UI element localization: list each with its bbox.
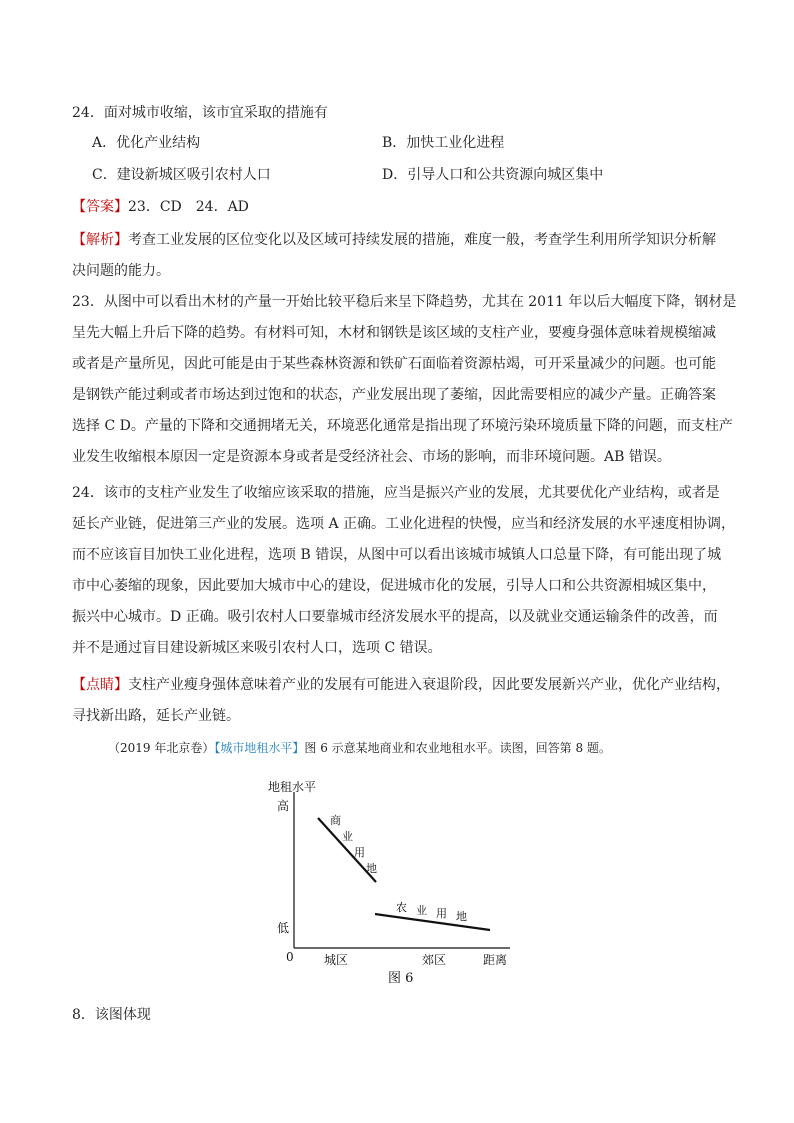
p23-line-3: 或者是产量所见，因此可能是由于某些森林资源和铁矿石面临着资源枯竭，可开采量减少的问题。也可能 [72, 356, 716, 372]
y-high-label: 高 [277, 799, 290, 813]
agricultural-label-char-2: 业 [416, 904, 427, 917]
x-axis-label: 距离 [483, 953, 508, 967]
q24-option-d: D．引导人口和公共资源向城区集中 [382, 167, 604, 183]
p24-line-3: 而不应该盲目加快工业化进程，选项 B 错误，从图中可以看出该城市城镇人口总量下降，有可能出现了城 [72, 547, 722, 563]
analysis-text-1: 考查工业发展的区位变化以及区域可持续发展的措施，难度一般，考查学生利用所学知识分析解 [128, 232, 716, 248]
commercial-label-char-4: 地 [366, 862, 377, 875]
x-tick-suburb: 郊区 [422, 953, 447, 967]
p23-line-5: 选择 C D。产量的下降和交通拥堵无关，环境恶化通常是指出现了环境污染环境质量下降的问题，而支柱产 [72, 418, 733, 434]
q24-option-a: A．优化产业结构 [92, 135, 201, 151]
analysis-line-2: 决问题的能力。 [72, 263, 170, 279]
agricultural-rent-line [375, 914, 490, 930]
p23-line-2: 呈先大幅上升后下降的趋势。有材料可知，木材和钢铁是该区域的支柱产业，要瘦身强体意味着规模缩减 [72, 325, 716, 341]
intro-topic: 【城市地租水平】 [214, 741, 305, 755]
comment-line-2: 寻找新出路，延长产业链。 [72, 708, 240, 724]
answer-text: 23．CD 24．AD [128, 199, 249, 215]
commercial-label-char-1: 商 [330, 814, 341, 827]
analysis-tag: 【解析】 [72, 232, 128, 248]
commercial-label-char-2: 业 [342, 830, 353, 843]
figure-caption: 图 6 [388, 971, 414, 986]
p24-line-2: 延长产业链，促进第三产业的发展。选项 A 正确。工业化进程的快慢，应当和经济发展的水平速度相协调， [72, 516, 736, 532]
intro-text: 图 6 示意某地商业和农业地租水平。读图，回答第 8 题。 [304, 741, 611, 755]
origin-label: 0 [286, 950, 294, 964]
comment-line-1 [72, 675, 730, 695]
y-axis-label: 地租水平 [268, 780, 317, 794]
p24-line-4: 市中心萎缩的现象，因此要加大城市中心的建设，促进城市化的发展，引导人口和公共资源相城区集中， [72, 578, 716, 594]
answer-line [72, 197, 249, 217]
p24-line-5: 振兴中心城市。D 正确。吸引农村人口要靠城市经济发展水平的提高，以及就业交通运输条件的改善，而 [72, 609, 718, 625]
intro-source: （2019 年北京卷） [108, 741, 215, 755]
q8-stem: 8．该图体现 [72, 1007, 151, 1023]
agricultural-label-char-4: 地 [456, 910, 467, 923]
commercial-label-char-3: 用 [354, 846, 365, 859]
q24-stem: 24．面对城市收缩，该市宜采取的措施有 [72, 105, 328, 121]
p24-line-6: 并不是通过盲目建设新城区来吸引农村人口，选项 C 错误。 [72, 640, 442, 656]
y-low-label: 低 [277, 921, 290, 935]
comment-tag: 【点睛】 [72, 677, 128, 693]
p23-line-4: 是钢铁产能过剩或者市场达到过饱和的状态，产业发展出现了萎缩，因此需要相应的减少产量。正确答案 [72, 387, 716, 403]
p23-line-6: 业发生收缩根本原因一定是资源本身或者是受经济社会、市场的影响，而非环境问题。AB 错误。 [72, 449, 671, 465]
x-tick-urban: 城区 [324, 953, 349, 967]
analysis-line-1 [72, 230, 716, 250]
q24-option-c: C．建设新城区吸引农村人口 [92, 167, 271, 183]
land-rent-figure [262, 778, 522, 990]
p24-line-1: 24．该市的支柱产业发生了收缩应该采取的措施，应当是振兴产业的发展，尤其要优化产业结构，或者是 [72, 485, 720, 501]
answer-tag: 【答案】 [72, 199, 128, 215]
question-intro [108, 738, 611, 758]
comment-text-1: 支柱产业瘦身强体意味着产业的发展有可能进入衰退阶段，因此要发展新兴产业，优化产业结构， [128, 677, 730, 693]
agricultural-label-char-3: 用 [436, 907, 447, 920]
q24-option-b: B．加快工业化进程 [382, 135, 505, 151]
agricultural-label-char-1: 农 [396, 901, 407, 914]
p23-line-1: 23．从图中可以看出木材的产量一开始比较平稳后来呈下降趋势，尤其在 2011 年以后大幅度下降，钢材是 [72, 294, 737, 310]
